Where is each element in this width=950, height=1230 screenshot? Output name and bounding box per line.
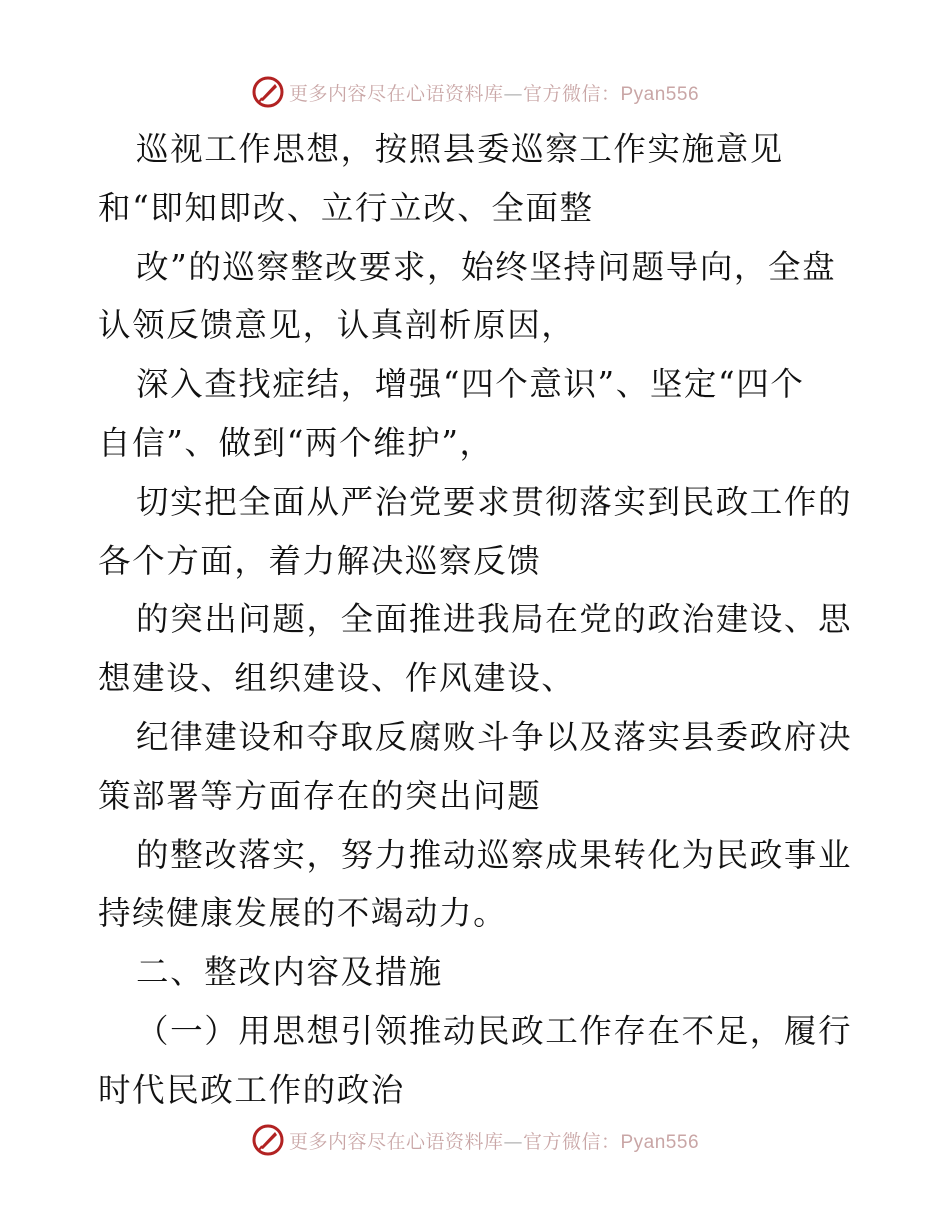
document-body bbox=[98, 120, 868, 1120]
paragraph-line: 改”的巡察整改要求，始终坚持问题导向，全盘 bbox=[136, 247, 837, 286]
paragraph-line: 认领反馈意见，认真剖析原因， bbox=[98, 306, 576, 345]
paragraph-line: 的突出问题，全面推进我局在党的政治建设、思 bbox=[136, 600, 853, 639]
header-watermark bbox=[0, 72, 950, 112]
paragraph-line: 策部署等方面存在的突出问题 bbox=[98, 776, 542, 815]
feather-logo-icon bbox=[251, 75, 285, 109]
section-heading: 二、整改内容及措施 bbox=[136, 953, 443, 992]
paragraph-line: 各个方面，着力解决巡察反馈 bbox=[98, 541, 542, 580]
paragraph-line: 切实把全面从严治党要求贯彻落实到民政工作的 bbox=[136, 482, 853, 521]
footer-watermark bbox=[0, 1120, 950, 1160]
paragraph-line: 自信”、做到“两个维护”， bbox=[98, 423, 494, 462]
paragraph-line: 深入查找症结，增强“四个意识”、坚定“四个 bbox=[136, 365, 805, 404]
paragraph-line: 巡视工作思想，按照县委巡察工作实施意见 bbox=[136, 130, 784, 168]
paragraph-line: 时代民政工作的政治 bbox=[98, 1070, 405, 1109]
subsection-heading: （一）用思想引领推动民政工作存在不足，履行 bbox=[136, 1011, 853, 1050]
feather-logo-icon bbox=[251, 1123, 285, 1157]
paragraph-line: 想建设、组织建设、作风建设、 bbox=[98, 659, 576, 698]
paragraph-line: 和“即知即改、立行立改、全面整 bbox=[98, 188, 594, 227]
paragraph-line: 的整改落实，努力推动巡察成果转化为民政事业 bbox=[136, 835, 853, 874]
paragraph-line: 持续健康发展的不竭动力。 bbox=[98, 894, 508, 933]
watermark-text: 更多内容尽在心语资料库—官方微信：Pyan556 bbox=[288, 1130, 700, 1153]
paragraph-line: 纪律建设和夺取反腐败斗争以及落实县委政府决 bbox=[136, 717, 853, 756]
watermark-text: 更多内容尽在心语资料库—官方微信：Pyan556 bbox=[288, 82, 700, 105]
